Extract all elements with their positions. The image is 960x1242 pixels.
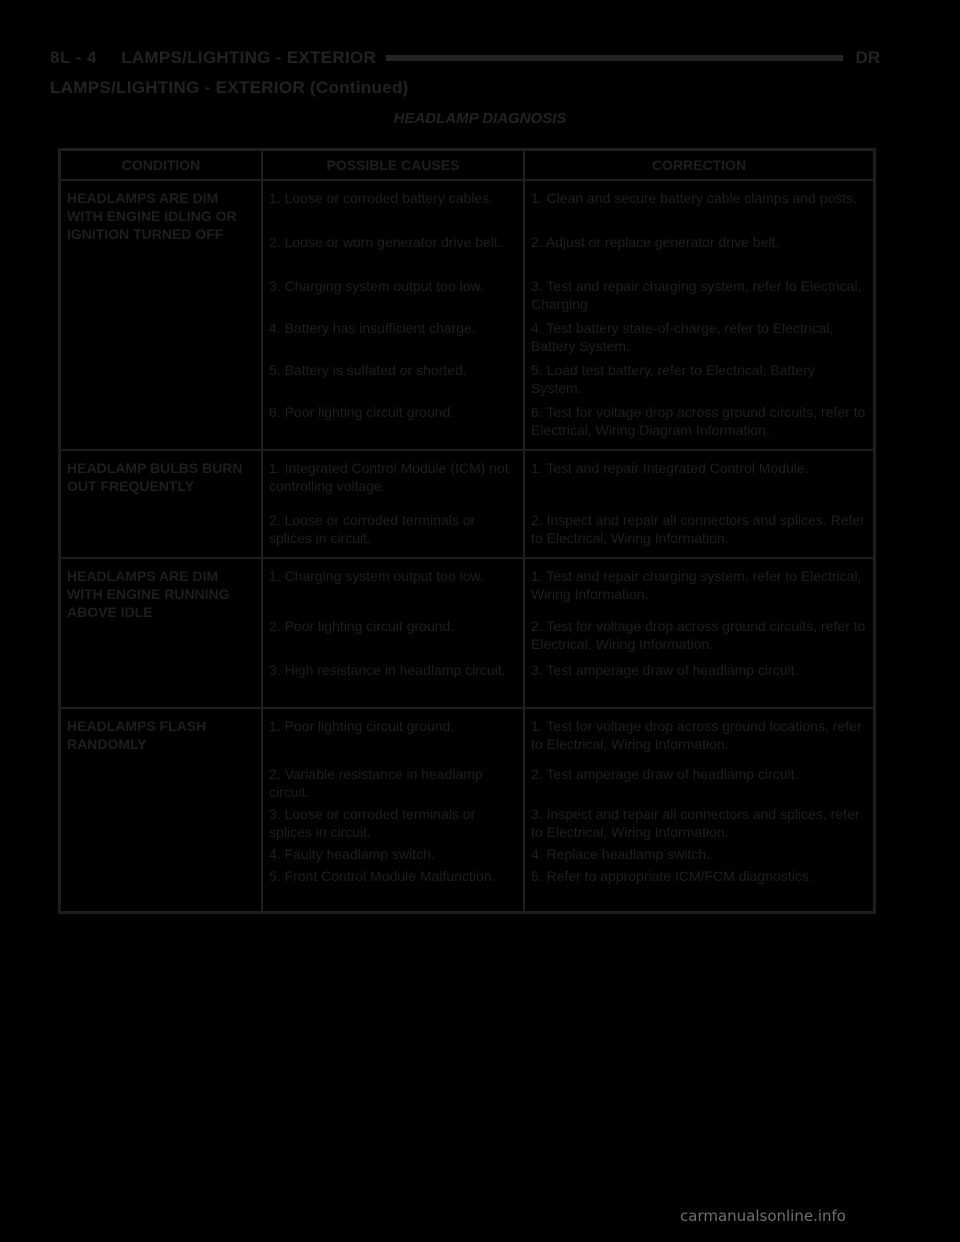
table-row [60, 708, 875, 913]
cause-item: 5. Battery is sulfated or shorted. [269, 362, 467, 378]
correction-item: 3. Test amperage draw of headlamp circuit. [531, 662, 799, 678]
correction-item: 2. Test for voltage drop across ground circuits, refer to Electrical, Wiring Information. [531, 618, 866, 652]
table-row [60, 450, 875, 558]
table-row [60, 558, 875, 708]
section-number: 8L - 4 [50, 48, 98, 67]
watermark-link[interactable]: carmanualsonline.info [680, 1207, 846, 1225]
cause-item: 6. Poor lighting circuit ground. [269, 404, 455, 420]
correction-item: 4. Test battery state-of-charge, refer to Electrical, Battery System. [531, 320, 834, 354]
cause-item: 2. Variable resistance in headlamp circuit. [269, 766, 483, 800]
cause-item: 3. Loose or corroded terminals or splices in circuit. [269, 806, 476, 840]
correction-item: 6. Test for voltage drop across ground circuits, refer to Electrical, Wiring Diagram Information. [531, 404, 866, 438]
correction-cell [524, 558, 875, 708]
table-row [60, 180, 875, 450]
cause-item: 1. Poor lighting circuit ground. [269, 718, 455, 734]
diagnosis-table [58, 148, 876, 914]
causes-cell [262, 450, 524, 558]
cause-item: 3. High resistance in headlamp circuit. [269, 662, 506, 678]
condition-cell: HEADLAMPS ARE DIM WITH ENGINE IDLING OR IGNITION TURNED OFF [60, 180, 263, 450]
cause-item: 2. Loose or worn generator drive belt. [269, 234, 502, 250]
correction-item: 4. Replace headlamp switch. [531, 846, 710, 862]
correction-cell [524, 180, 875, 450]
column-header-correction: CORRECTION [524, 150, 875, 181]
correction-item: 2. Inspect and repair all connectors and splices. Refer to Electrical, Wiring Information. [531, 512, 865, 546]
table-header-row [60, 150, 875, 181]
causes-cell [262, 558, 524, 708]
correction-item: 5. Load test battery, refer to Electrical, Battery System. [531, 362, 815, 396]
continued-title: LAMPS/LIGHTING - EXTERIOR (Continued) [50, 78, 409, 97]
causes-cell [262, 180, 524, 450]
cause-item: 2. Poor lighting circuit ground. [269, 618, 455, 634]
correction-item: 1. Test and repair charging system, refer to Electrical, Wiring Information. [531, 568, 862, 602]
correction-item: 1. Test and repair Integrated Control Module. [531, 460, 809, 476]
cause-item: 4. Battery has insufficient charge. [269, 320, 476, 336]
correction-item: 1. Test for voltage drop across ground locations, refer to Electrical, Wiring Information. [531, 718, 862, 752]
condition-cell: HEADLAMPS ARE DIM WITH ENGINE RUNNING ABOVE IDLE [60, 558, 263, 708]
correction-item: 2. Test amperage draw of headlamp circuit. [531, 766, 799, 782]
correction-item: 3. Inspect and repair all connectors and splices, refer to Electrical, Wiring Information. [531, 806, 860, 840]
header-rule [386, 55, 843, 61]
cause-item: 5. Front Control Module Malfunction. [269, 868, 496, 884]
condition-cell: HEADLAMPS FLASH RANDOMLY [60, 708, 263, 913]
causes-cell [262, 708, 524, 913]
model-code: DR [855, 48, 880, 67]
cause-item: 4. Faulty headlamp switch. [269, 846, 435, 862]
cause-item: 3. Charging system output too low. [269, 278, 484, 294]
column-header-causes: POSSIBLE CAUSES [262, 150, 524, 181]
correction-item: 1. Clean and secure battery cable clamps and posts. [531, 190, 858, 206]
correction-cell [524, 708, 875, 913]
correction-item: 3. Test and repair charging system, refer to Electrical, Charging [531, 278, 862, 312]
cause-item: 2. Loose or corroded terminals or splices in circuit. [269, 512, 476, 546]
column-header-condition: CONDITION [60, 150, 263, 181]
condition-cell: HEADLAMP BULBS BURN OUT FREQUENTLY [60, 450, 263, 558]
correction-item: 5. Refer to appropriate ICM/FCM diagnostics. [531, 868, 813, 884]
table-title: HEADLAMP DIAGNOSIS [393, 110, 567, 127]
cause-item: 1. Loose or corroded battery cables. [269, 190, 494, 206]
cause-item: 1. Integrated Control Module (ICM) not controlling voltage. [269, 460, 509, 494]
page-header [50, 46, 880, 70]
correction-cell [524, 450, 875, 558]
header-title: LAMPS/LIGHTING - EXTERIOR [121, 48, 377, 67]
cause-item: 1. Charging system output too low. [269, 568, 484, 584]
correction-item: 2. Adjust or replace generator drive belt. [531, 234, 780, 250]
